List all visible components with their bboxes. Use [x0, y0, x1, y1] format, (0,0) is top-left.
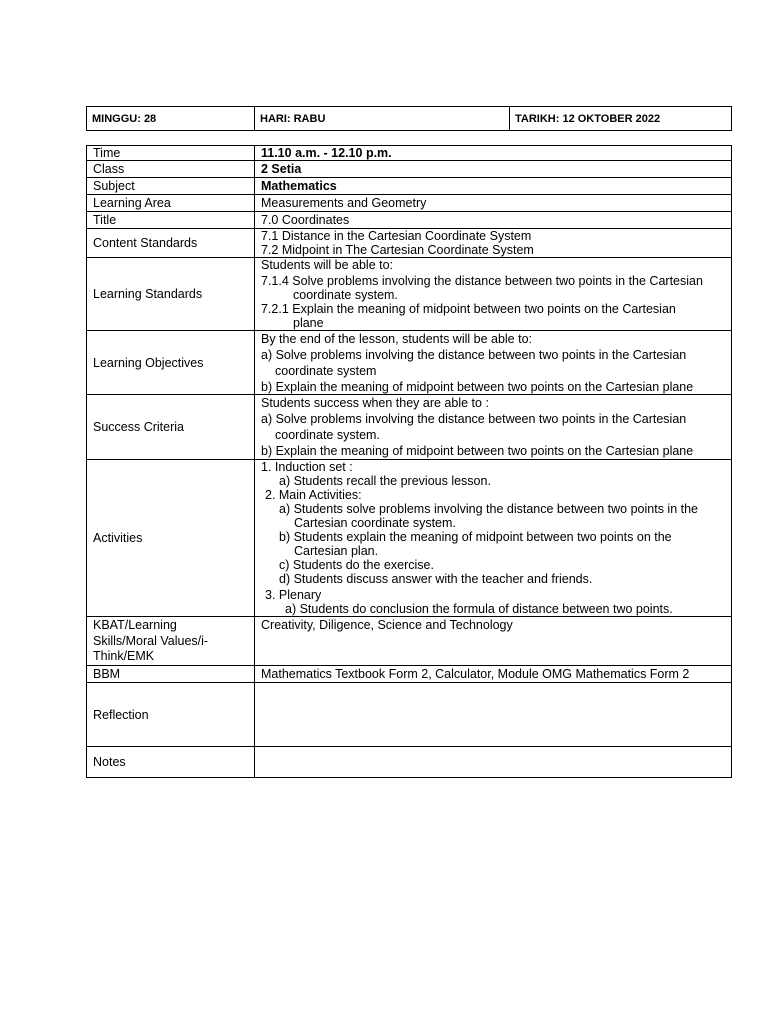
success-criteria-value	[255, 395, 732, 460]
activity-step: 2. Main Activities:	[265, 488, 362, 502]
notes-label: Notes	[87, 747, 255, 778]
row-activities	[87, 460, 732, 617]
learning-standard-item: 7.2.1 Explain the meaning of midpoint between two points on the Cartesian	[261, 302, 676, 316]
tarikh-cell: TARIKH: 12 OKTOBER 2022	[510, 107, 732, 131]
objective-item: a) Solve problems involving the distance between two points in the Cartesian	[261, 347, 687, 362]
bbm-label: BBM	[87, 666, 255, 683]
class-value: 2 Setia	[255, 161, 732, 178]
learning-standard-item: 7.1.4 Solve problems involving the distance between two points in the Cartesian	[261, 274, 703, 288]
activity-item: b) Students explain the meaning of midpoint between two points on the	[279, 530, 672, 544]
header-row	[87, 107, 732, 131]
title-value: 7.0 Coordinates	[255, 212, 732, 229]
notes-value	[255, 747, 732, 778]
criteria-item-cont: coordinate system.	[275, 428, 380, 442]
activity-item: a) Students do conclusion the formula of distance between two points.	[285, 602, 673, 616]
activities-label: Activities	[87, 460, 255, 617]
row-title	[87, 212, 732, 229]
activity-item: c) Students do the exercise.	[279, 558, 434, 572]
row-learning-area	[87, 195, 732, 212]
learning-standards-value	[255, 258, 732, 331]
objective-item-cont: coordinate system	[275, 363, 377, 378]
content-standard-line: 7.2 Midpoint in The Cartesian Coordinate System	[261, 243, 534, 257]
learning-standard-item-cont: coordinate system.	[293, 288, 398, 302]
row-content-standards	[87, 229, 732, 258]
header-table	[86, 106, 732, 131]
kbat-value: Creativity, Diligence, Science and Technology	[255, 617, 732, 666]
row-subject	[87, 178, 732, 195]
activity-item-cont: Cartesian coordinate system.	[294, 516, 456, 530]
kbat-label-line: Think/EMK	[93, 649, 155, 663]
row-time	[87, 146, 732, 161]
criteria-item: b) Explain the meaning of midpoint between two points on the Cartesian plane	[261, 444, 694, 458]
activity-item: a) Students solve problems involving the distance between two points in the	[279, 502, 698, 516]
row-success-criteria	[87, 395, 732, 460]
row-learning-objectives	[87, 331, 732, 395]
activity-step: 3. Plenary	[265, 588, 322, 602]
success-criteria-intro: Students success when they are able to :	[261, 396, 489, 410]
learning-standards-intro: Students will be able to:	[261, 258, 394, 272]
activity-item: a) Students recall the previous lesson.	[279, 474, 491, 488]
learning-area-value: Measurements and Geometry	[255, 195, 732, 212]
objective-item: b) Explain the meaning of midpoint between two points on the Cartesian plane	[261, 379, 694, 394]
time-value: 11.10 a.m. - 12.10 p.m.	[255, 146, 732, 161]
row-learning-standards	[87, 258, 732, 331]
learning-standards-label: Learning Standards	[87, 258, 255, 331]
subject-value: Mathematics	[255, 178, 732, 195]
title-label: Title	[87, 212, 255, 229]
activities-value	[255, 460, 732, 617]
row-kbat	[87, 617, 732, 666]
row-bbm	[87, 666, 732, 683]
kbat-label-line: KBAT/Learning	[93, 618, 177, 632]
learning-objectives-value	[255, 331, 732, 395]
criteria-item: a) Solve problems involving the distance between two points in the Cartesian	[261, 412, 687, 426]
activity-item: d) Students discuss answer with the teacher and friends.	[279, 572, 593, 586]
bbm-value: Mathematics Textbook Form 2, Calculator, Module OMG Mathematics Form 2	[255, 666, 732, 683]
kbat-label-line: Skills/Moral Values/i-	[93, 633, 209, 648]
reflection-label: Reflection	[87, 683, 255, 747]
class-label: Class	[87, 161, 255, 178]
content-standards-label: Content Standards	[87, 229, 255, 258]
hari-cell: HARI: RABU	[255, 107, 510, 131]
reflection-value	[255, 683, 732, 747]
time-label: Time	[87, 146, 255, 161]
row-class	[87, 161, 732, 178]
activity-item-cont: Cartesian plan.	[294, 544, 379, 558]
lesson-plan-table	[86, 145, 732, 778]
subject-label: Subject	[87, 178, 255, 195]
learning-objectives-intro: By the end of the lesson, students will be able to:	[261, 331, 533, 346]
kbat-label	[87, 617, 255, 666]
learning-area-label: Learning Area	[87, 195, 255, 212]
success-criteria-label: Success Criteria	[87, 395, 255, 460]
learning-standard-item-cont: plane	[293, 316, 324, 330]
content-standard-line: 7.1 Distance in the Cartesian Coordinate System	[261, 229, 532, 243]
learning-objectives-label: Learning Objectives	[87, 331, 255, 395]
row-reflection	[87, 683, 732, 747]
content-standards-value	[255, 229, 732, 258]
activity-step: 1. Induction set :	[261, 460, 353, 474]
minggu-cell: MINGGU: 28	[87, 107, 255, 131]
row-notes	[87, 747, 732, 778]
